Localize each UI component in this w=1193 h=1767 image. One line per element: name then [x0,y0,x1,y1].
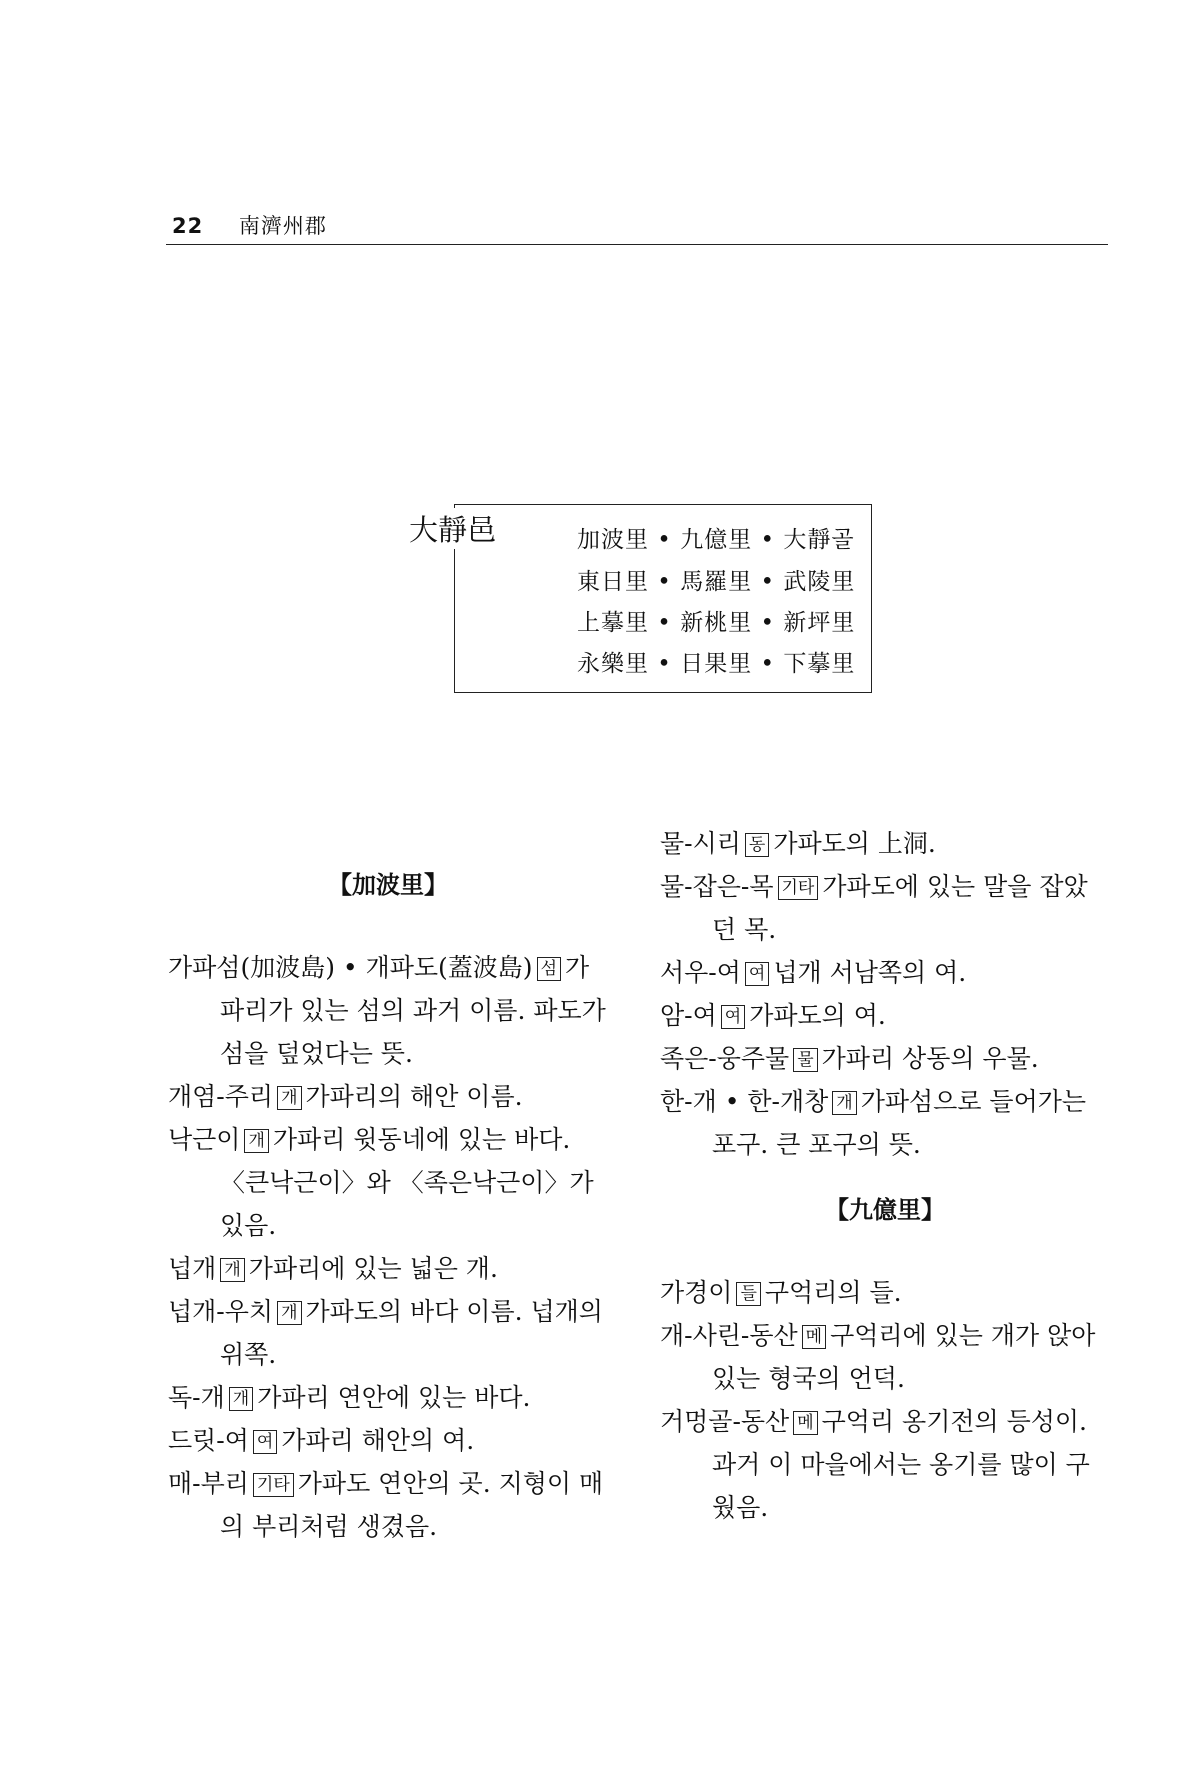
category-tag: 기타 [253,1473,294,1497]
category-tag: 여 [253,1430,277,1454]
entry-definition: 구억리의 들. [764,1278,902,1307]
entry-headword: 개염-주리 [168,1082,274,1111]
entry-definition: 넙개 서남쪽의 여. [773,958,967,987]
entry-headword: 낙근이 [168,1125,241,1154]
entry-headword: 개-사린-동산 [660,1321,798,1350]
entry [660,994,1110,1037]
category-tag: 동 [745,833,769,857]
category-tag: 기타 [778,876,819,900]
header-rule [166,244,1108,245]
entry-definition: 가파리 상동의 우물. [821,1044,1039,1073]
entry [168,1290,608,1376]
entry [168,1376,608,1419]
entry-headword: 서우-여 [660,958,741,987]
entry-definition: 가파섬으로 들어가는 포구. 큰 포구의 뜻. [712,1087,1087,1159]
entry-definition: 가파리가 있는 섬의 과거 이름. 파도가 섬을 덮었다는 뜻. [220,953,606,1068]
entry-headword: 암-여 [660,1001,717,1030]
entry-headword: 한-개 • 한-개창 [660,1087,829,1116]
entry-definition: 구억리 옹기전의 등성이. 과거 이 마을에서는 옹기를 많이 구웠음. [712,1407,1090,1522]
section-title: 【九億里】 [825,1195,945,1224]
category-tag: 개 [220,1258,244,1282]
entry-headword: 물-시리 [660,829,741,858]
entry-definition: 가파리의 해안 이름. [305,1082,523,1111]
category-tag: 메 [802,1325,826,1349]
district-villages-line: 上摹里 • 新桃里 • 新坪里 [577,610,856,636]
category-tag: 개 [277,1086,301,1110]
entry [168,1118,608,1247]
entry [660,822,1110,865]
entry-headword: 매-부리 [168,1469,249,1498]
entry [660,1037,1110,1080]
entry-headword: 물-잡은-목 [660,872,774,901]
entry-headword: 가파섬(加波島) • 개파도(蓋波島) [168,953,533,982]
entry-headword: 넙개 [168,1254,217,1283]
district-villages-line: 東日里 • 馬羅里 • 武陵里 [577,569,856,595]
entry-definition: 가파도에 있는 말을 잡았던 목. [712,872,1088,944]
left-column [168,863,608,1548]
right-column [660,822,1110,1529]
entry-definition: 가파리에 있는 넓은 개. [248,1254,498,1283]
category-tag: 여 [721,1005,745,1029]
category-tag: 들 [736,1282,760,1306]
running-title: 南濟州郡 [238,214,327,238]
category-tag: 메 [793,1411,817,1435]
district-title: 大靜邑 [405,508,500,549]
entry [168,946,608,1075]
page-number: 22 [172,214,204,238]
category-tag: 섬 [537,957,561,981]
entry [660,1080,1110,1166]
entry-definition: 가파리 연안에 있는 바다. [257,1383,531,1412]
category-tag: 물 [793,1048,817,1072]
category-tag: 개 [277,1301,301,1325]
entry [168,1419,608,1462]
entry-definition: 가파리 해안의 여. [281,1426,475,1455]
entry-headword: 드릿-여 [168,1426,249,1455]
category-tag: 개 [229,1387,253,1411]
entry-headword: 가경이 [660,1278,733,1307]
entry-definition: 가파리 윗동네에 있는 바다. 〈큰낙근이〉와 〈족은낙근이〉가 있음. [220,1125,594,1240]
entry-definition: 가파도의 바다 이름. 넙개의 위쪽. [220,1297,603,1369]
entry [660,951,1110,994]
category-tag: 개 [244,1129,268,1153]
entry [660,1314,1110,1400]
entry-headword: 넙개-우치 [168,1297,274,1326]
category-tag: 여 [745,962,769,986]
page-header [172,210,327,240]
category-tag: 개 [832,1091,856,1115]
entry-headword: 거멍골-동산 [660,1407,790,1436]
entry-definition: 가파도 연안의 곳. 지형이 매의 부리처럼 생겼음. [220,1469,604,1541]
entry [168,1247,608,1290]
district-villages-line: 永樂里 • 日果里 • 下摹里 [577,651,856,677]
district-villages-line: 加波里 • 九億里 • 大靜골 [577,527,855,553]
entry [660,1271,1110,1314]
entry [168,1075,608,1118]
entry [660,1400,1110,1529]
section-title: 【加波里】 [328,870,448,899]
entry-definition: 가파도의 여. [749,1001,886,1030]
entry [660,865,1110,951]
entry-headword: 족은-웅주물 [660,1044,790,1073]
entry-headword: 독-개 [168,1383,225,1412]
entry-definition: 가파도의 上洞. [773,829,936,858]
entry-definition: 구억리에 있는 개가 앉아 있는 형국의 언덕. [712,1321,1096,1393]
entry [168,1462,608,1548]
